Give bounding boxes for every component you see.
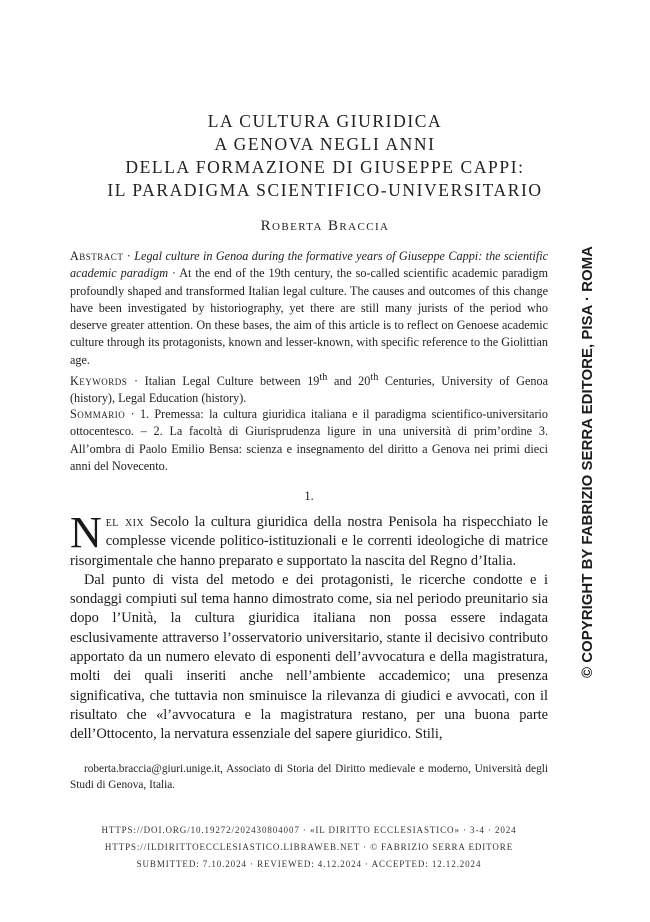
summary: Sommario · 1. Premessa: la cultura giuridica italiana e il paradigma scientifico-universitario ottocentesco. – 2. La facoltà di Giurisprudenza ligure in una università di prim’ordine 3. All’ombra di Paolo Emilio Bensa: scienza e insegnamento del diritto a Genova nei primi dieci anni del Novecento. — [70, 407, 549, 473]
article-body — [70, 508, 548, 745]
summary-label: Sommario — [70, 407, 126, 421]
abstract-english-title: Legal culture in Genoa during the formative years of Giuseppe Cappi: the scientific academic paradigm — [70, 249, 548, 281]
copyright-stamp-graphic — [571, 246, 601, 678]
summary-text: 1. Premessa: la cultura giuridica italiana e il paradigma scientifico-universitario ottocentesco. – 2. La facoltà di Giurisprudenza ligure in una università di prim’ordine 3. All’ombra di Paolo Emilio Bensa: scienza e insegnamento del diritto a Genova nei primi dieci anni del Novecento. — [70, 407, 549, 473]
abstract: Abstract · Legal culture in Genoa during the formative years of Giuseppe Cappi: the scientific academic paradigm · At the end of the 19th century, the so-called scientific academic paradigm profoundly shaped and transformed Italian legal culture. The causes and outcomes of this change have been investigated by historiography, yet there are still many jurists of the period who deserve greater attention. On these bases, the aim of this article is to reflect on Genoese academic culture through its protagonists, known and lesser-known, with specific reference to the Giolittian age. — [70, 249, 548, 367]
journal-url-line: HTTPS://ILDIRITTOECCLESIASTICO.LIBRAWEB.NET · © FABRIZIO SERRA EDITORE — [104, 842, 514, 852]
dates-line: SUBMITTED: 7.10.2024 · REVIEWED: 4.12.2024 · ACCEPTED: 12.12.2024 — [136, 859, 482, 869]
keywords-text: Centuries, University of Genoa (history), Legal Education (history). — [70, 374, 548, 406]
abstract-text: At the end of the 19th century, the so-called scientific academic paradigm profoundly shaped and transformed Italian legal culture. The causes and outcomes of this change have been investigated by historiography, yet there are still many jurists of the period who deserve greater attention. On these bases, the aim of this article is to reflect on Genoese academic culture through its protagonists, known and lesser-known, with specific reference to the Giolittian age. — [70, 266, 548, 367]
keywords-label: Keywords — [70, 374, 128, 389]
title-line: IL PARADIGMA SCIENTIFICO-UNIVERSITARIO — [107, 180, 543, 200]
body-paragraph: Dal punto di vista del metodo e dei protagonisti, le ricerche condotte e i sondaggi compiuti sul tema hanno dimostrato come, sia nel periodo preunitario sia dopo l’Unità, la cultura giuridica italiana non possa essere indagata esclusivamente attraverso l’osservatorio universitario, stante il decisivo contributo apportato da un numero elevato di esponenti dell’avvocatura e della magistratura, molti dei quali inseriti anche nell’ambiente accademico; una presenza significativa, che tuttavia non sminuisce la rilevanza di giudici e avvocati, con il risultato che «l’avvocatura e la magistratura restano, per una buona parte dell’Ottocento, la nervatura essenziale del sapere giuridico. Stili, — [70, 571, 548, 743]
title-line: A GENOVA NEGLI ANNI — [214, 134, 436, 154]
article-title — [70, 110, 580, 202]
title-line: LA CULTURA GIURIDICA — [207, 111, 443, 131]
footnote-text: roberta.braccia@giuri.unige.it, Associato di Storia del Diritto medievale e moderno, Università degli Studi di Genova, Italia. — [70, 763, 548, 791]
drop-cap: N — [70, 508, 102, 557]
copyright-stamp-text: © COPYRIGHT BY FABRIZIO SERRA EDITORE, PISA · ROMA — [579, 246, 596, 678]
title-line: DELLA FORMAZIONE DI GIUSEPPE CAPPI: — [125, 157, 525, 177]
keywords-text: and 20 — [327, 374, 371, 389]
section-number: 1. — [304, 489, 314, 503]
abstract-label: Abstract — [70, 249, 124, 263]
author-name: Roberta Braccia — [260, 218, 390, 234]
keywords-text: Italian Legal Culture between 19 — [144, 374, 320, 389]
paragraph-text: Secolo la cultura giuridica della nostra Penisola ha rispecchiato le complesse vicende politico-istituzionali e le correnti ideologiche di matrice risorgimentale che hanno preparato e supportato la nascita del Regno d’Italia. — [70, 514, 548, 569]
body-paragraph — [70, 508, 548, 571]
keywords: Keywords · Italian Legal Culture between 19th and 20th Centuries, University of Genoa (history), Legal Education (history). — [70, 372, 548, 406]
lead-in: el xix — [105, 514, 144, 530]
doi-line: HTTPS://DOI.ORG/10.19272/202430804007 · «IL DIRITTO ECCLESIASTICO» · 3-4 · 2024 — [101, 825, 517, 835]
author-footnote — [70, 762, 548, 793]
superscript: th — [319, 372, 328, 383]
copyright-stamp — [571, 246, 601, 678]
superscript: th — [370, 372, 379, 383]
